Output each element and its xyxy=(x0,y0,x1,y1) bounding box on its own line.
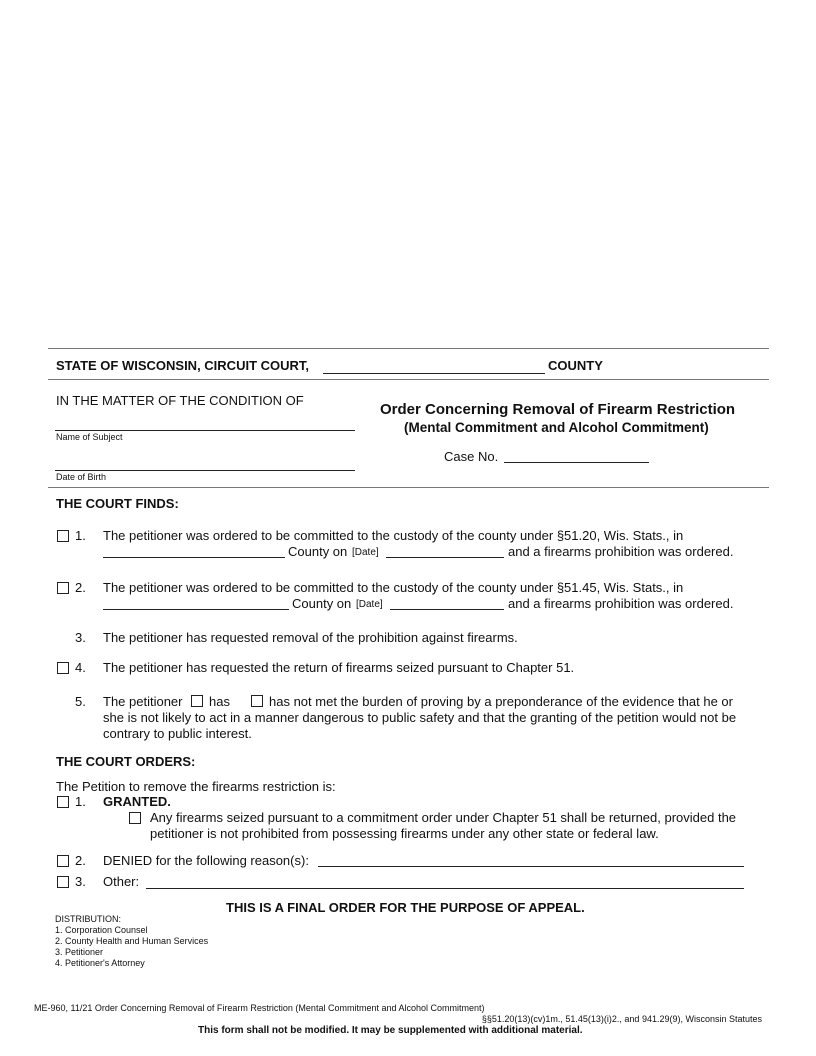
finding-5-has-not-text: has not met the burden of proving by a preponderance of the evidence that he or xyxy=(269,694,733,709)
return-firearms-checkbox[interactable] xyxy=(129,812,141,824)
finding-2-checkbox[interactable] xyxy=(57,582,69,594)
case-no-field[interactable] xyxy=(504,462,649,463)
county-name-field[interactable] xyxy=(323,373,545,374)
form-title: Order Concerning Removal of Firearm Restriction xyxy=(380,401,736,418)
finding-2-text: The petitioner was ordered to be committed to the custody of the county under §51.45, Wis. Stats., in xyxy=(103,580,684,595)
finding-4-number: 4. xyxy=(75,660,86,675)
finding-5-has-checkbox[interactable] xyxy=(191,695,203,707)
state-court-label: STATE OF WISCONSIN, CIRCUIT COURT, xyxy=(56,358,310,373)
statutes-footer: §§51.20(13)(cv)1m., 51.45(13)(i)2., and 941.29(9), Wisconsin Statutes xyxy=(481,1014,762,1024)
granted-sub-line2: petitioner is not prohibited from possessing firearms under any other state or federal law. xyxy=(150,826,659,841)
other-number: 3. xyxy=(75,874,86,889)
distribution-item: 3. Petitioner xyxy=(55,947,104,957)
finding-1-text: The petitioner was ordered to be committed to the custody of the county under §51.20, Wis. Stats., in xyxy=(103,528,684,543)
orders-intro: The Petition to remove the firearms restriction is: xyxy=(56,779,336,794)
other-reason-field[interactable] xyxy=(146,888,744,889)
finding-1-county-field[interactable] xyxy=(103,557,285,558)
finding-2-date-tag: [Date] xyxy=(356,599,383,610)
modification-notice: This form shall not be modified. It may be supplemented with additional material. xyxy=(198,1025,583,1036)
finding-5-has-not-checkbox[interactable] xyxy=(251,695,263,707)
denied-number: 2. xyxy=(75,853,86,868)
denied-word: DENIED xyxy=(103,853,153,868)
findings-heading: THE COURT FINDS: xyxy=(56,496,179,511)
finding-1-county-on: County on xyxy=(288,544,348,559)
header-rule xyxy=(48,379,769,380)
finding-2-county-on: County on xyxy=(292,596,352,611)
finding-5-line3: contrary to public interest. xyxy=(103,726,252,741)
granted-sub-line1: Any firearms seized pursuant to a commitment order under Chapter 51 shall be returned, provided the xyxy=(150,810,737,825)
name-of-subject-label: Name of Subject xyxy=(56,432,123,442)
other-label: Other: xyxy=(103,874,140,889)
county-label: COUNTY xyxy=(548,358,603,373)
finding-1-number: 1. xyxy=(75,528,86,543)
granted-number: 1. xyxy=(75,794,86,809)
finding-5-has-label: has xyxy=(209,694,230,709)
caption-rule xyxy=(48,487,769,488)
denied-label xyxy=(103,853,309,868)
finding-4-checkbox[interactable] xyxy=(57,662,69,674)
case-no-label: Case No. xyxy=(444,449,499,464)
denied-tail: for the following reason(s): xyxy=(155,853,309,868)
distribution-item: 4. Petitioner's Attorney xyxy=(55,958,145,968)
finding-2-tail: and a firearms prohibition was ordered. xyxy=(508,596,734,611)
other-checkbox[interactable] xyxy=(57,876,69,888)
denied-reason-field[interactable] xyxy=(318,866,744,867)
finding-1-checkbox[interactable] xyxy=(57,530,69,542)
date-of-birth-label: Date of Birth xyxy=(56,472,107,482)
form-subtitle: (Mental Commitment and Alcohol Commitment) xyxy=(404,420,709,435)
finding-1-date-tag: [Date] xyxy=(352,547,379,558)
final-order-notice: THIS IS A FINAL ORDER FOR THE PURPOSE OF APPEAL. xyxy=(226,900,585,915)
granted-checkbox[interactable] xyxy=(57,796,69,808)
finding-5-number: 5. xyxy=(75,694,86,709)
finding-1-date-field[interactable] xyxy=(386,557,504,558)
date-of-birth-field[interactable] xyxy=(55,470,355,471)
finding-4-text: The petitioner has requested the return of firearms seized pursuant to Chapter 51. xyxy=(103,660,575,675)
finding-5-prefix: The petitioner xyxy=(103,694,183,709)
finding-3-text: The petitioner has requested removal of the prohibition against firearms. xyxy=(103,630,518,645)
finding-2-number: 2. xyxy=(75,580,86,595)
distribution-item: 1. Corporation Counsel xyxy=(55,925,148,935)
distribution-label: DISTRIBUTION: xyxy=(55,914,122,924)
form-id-footer: ME-960, 11/21 Order Concerning Removal of Firearm Restriction (Mental Commitment and Alcohol Commitment) xyxy=(34,1003,485,1013)
denied-checkbox[interactable] xyxy=(57,855,69,867)
finding-1-tail: and a firearms prohibition was ordered. xyxy=(508,544,734,559)
finding-2-county-field[interactable] xyxy=(103,609,289,610)
subject-name-field[interactable] xyxy=(55,430,355,431)
finding-5-line2: she is not likely to act in a manner dangerous to public safety and that the granting of the petition would not be xyxy=(103,710,737,725)
orders-heading: THE COURT ORDERS: xyxy=(56,754,196,769)
top-rule xyxy=(48,348,769,349)
distribution-item: 2. County Health and Human Services xyxy=(55,936,209,946)
matter-label: IN THE MATTER OF THE CONDITION OF xyxy=(56,393,304,408)
finding-3-number: 3. xyxy=(75,630,86,645)
granted-label: GRANTED. xyxy=(103,794,171,809)
finding-2-date-field[interactable] xyxy=(390,609,504,610)
